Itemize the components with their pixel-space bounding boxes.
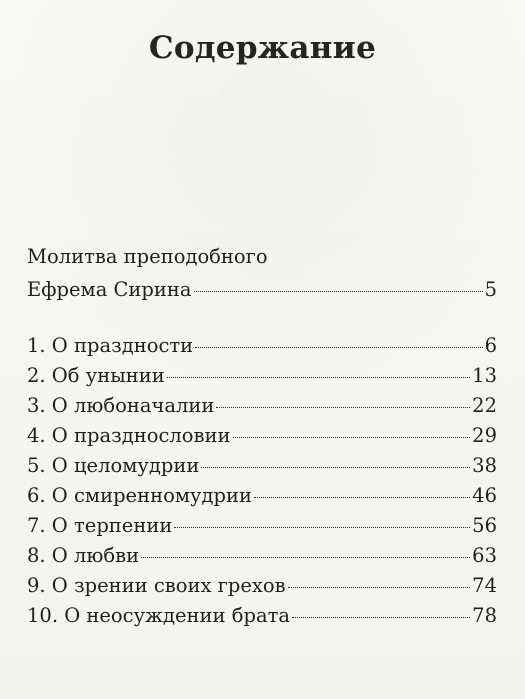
toc-entry [27,451,497,481]
dot-leader [201,467,470,468]
dot-leader [195,347,482,348]
dot-leader [216,407,470,408]
toc-entry-title: 5. О целомудрии [27,454,200,477]
toc-page-number: 13 [472,364,497,387]
toc-entry [27,511,497,541]
toc-page-number: 6 [484,334,497,357]
toc-page-number: 78 [472,604,497,627]
toc-entry [27,541,497,571]
dot-leader [167,377,470,378]
toc-entry [27,421,497,451]
toc-page-number: 74 [472,574,497,597]
dot-leader [174,527,470,528]
toc-entry-title: 10. О неосуждении брата [27,604,291,627]
toc-entry-title: 9. О зрении своих грехов [27,574,286,597]
toc-entry-title: 4. О празднословии [27,424,231,447]
dot-leader [233,437,471,438]
toc-intro-title-line1: Молитва преподобного [27,245,268,268]
toc-entry-intro [27,273,497,307]
toc-entry-title: 2. Об унынии [27,364,165,387]
page-title: Содержание [148,30,377,66]
toc-page-number: 22 [472,394,497,417]
table-of-contents [27,240,497,631]
toc-page-number: 63 [472,544,497,567]
toc-entry-title: 6. О смиренномудрии [27,484,252,507]
toc-entry-title: 3. О любоначалии [27,394,215,417]
dot-leader [292,617,470,618]
toc-entry [27,481,497,511]
toc-entry [27,391,497,421]
spacer [27,307,497,331]
toc-entry-title: 1. О праздности [27,334,194,357]
toc-page-number: 46 [472,484,497,507]
toc-page-number: 29 [472,424,497,447]
dot-leader [194,291,483,292]
toc-entry [27,601,497,631]
toc-entry-title: 8. О любви [27,544,140,567]
toc-entry [27,571,497,601]
toc-entry-title: 7. О терпении [27,514,173,537]
dot-leader [254,497,470,498]
toc-page-number: 5 [484,278,497,301]
toc-page-number: 56 [472,514,497,537]
toc-entry [27,331,497,361]
toc-entry [27,361,497,391]
dot-leader [288,587,471,588]
toc-intro-title-line2: Ефрема Сирина [27,278,192,301]
toc-page-number: 38 [472,454,497,477]
dot-leader [141,557,470,558]
